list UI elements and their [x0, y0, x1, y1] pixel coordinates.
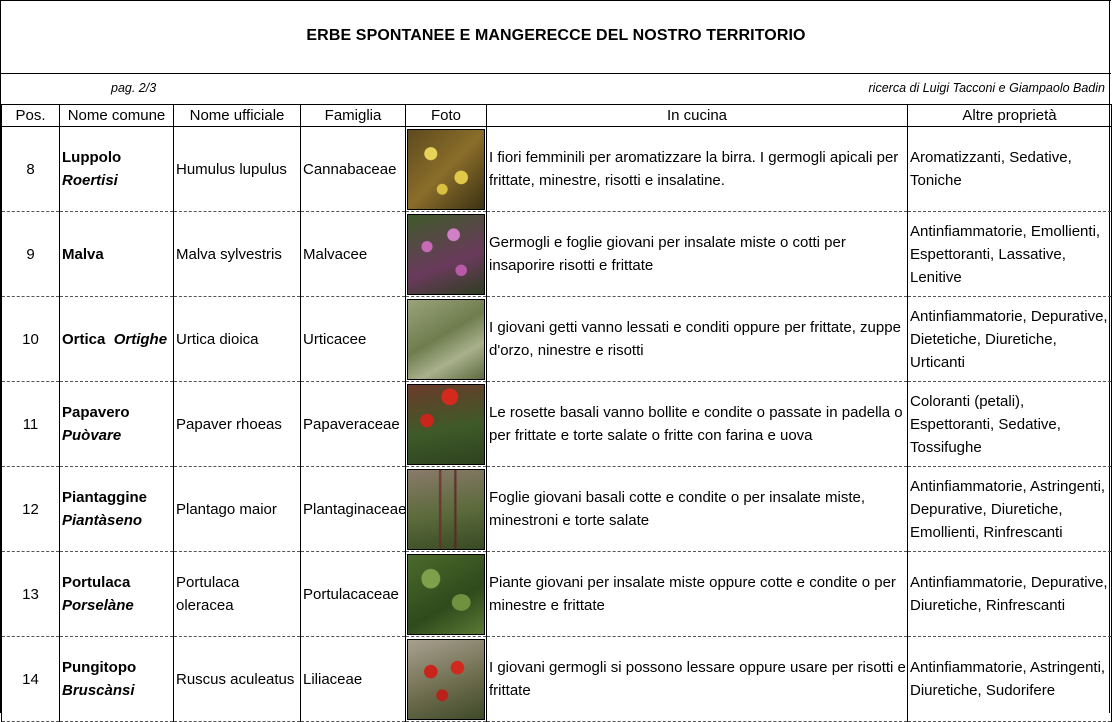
- header-cooking: In cucina: [487, 105, 908, 127]
- credit-line: ricerca di Luigi Tacconi e Giampaolo Badin: [868, 81, 1105, 95]
- row-photo: [406, 212, 487, 297]
- row-pos: 10: [2, 297, 60, 382]
- row-photo: [406, 637, 487, 722]
- row-photo: [406, 382, 487, 467]
- row-official-name: Portulaca oleracea: [174, 552, 301, 637]
- row-cooking: Foglie giovani basali cotte e condite o per insalate miste, minestroni e torte salate: [487, 467, 908, 552]
- row-common-name: [60, 127, 174, 212]
- table-header-row: [2, 105, 1112, 127]
- row-cooking: Germogli e foglie giovani per insalate miste o cotti per insaporire risotti e frittate: [487, 212, 908, 297]
- butchers-broom-photo: [407, 639, 485, 720]
- row-pos: 12: [2, 467, 60, 552]
- row-pos: 13: [2, 552, 60, 637]
- row-cooking: I fiori femminili per aromatizzare la birra. I germogli apicali per frittate, minestre, risotti e insalatine.: [487, 127, 908, 212]
- table-row: [2, 552, 1112, 637]
- row-official-name: Plantago maior: [174, 467, 301, 552]
- row-common-name: [60, 212, 174, 297]
- table-row: [2, 637, 1112, 722]
- dialect-name: Ortighe: [113, 330, 168, 348]
- row-family: Plantaginaceae: [301, 467, 406, 552]
- common-name: Pungitopo: [62, 659, 137, 676]
- row-family: Liliaceae: [301, 637, 406, 722]
- row-common-name: [60, 637, 174, 722]
- table-row: [2, 467, 1112, 552]
- hop-flowers-photo: [407, 129, 485, 210]
- row-official-name: Ruscus aculeatus: [174, 637, 301, 722]
- header-properties: Altre proprietà: [908, 105, 1112, 127]
- table-row: [2, 212, 1112, 297]
- row-pos: 9: [2, 212, 60, 297]
- row-properties: Antinfiammatorie, Depurative, Dietetiche, Diuretiche, Urticanti: [908, 297, 1112, 382]
- row-common-name: [60, 467, 174, 552]
- row-common-name: [60, 552, 174, 637]
- row-photo: [406, 297, 487, 382]
- poppy-photo: [407, 384, 485, 465]
- common-name: Portulaca: [62, 574, 131, 591]
- row-cooking: Le rosette basali vanno bollite e condite o passate in padella o per frittate e torte salate o fritte con farina e uova: [487, 382, 908, 467]
- plantain-photo: [407, 469, 485, 550]
- common-name: Malva: [62, 245, 104, 263]
- meta-row: [1, 74, 1111, 104]
- page-number: pag. 2/3: [111, 81, 157, 95]
- row-photo: [406, 467, 487, 552]
- table-row: [2, 382, 1112, 467]
- purslane-photo: [407, 554, 485, 635]
- common-name: Piantaggine: [62, 489, 148, 506]
- row-family: Papaveraceae: [301, 382, 406, 467]
- mallow-flowers-photo: [407, 214, 485, 295]
- row-properties: Antinfiammatorie, Emollienti, Espettoranti, Lassative, Lenitive: [908, 212, 1112, 297]
- herbs-table: [1, 104, 1112, 722]
- title-row: [1, 0, 1111, 74]
- nettle-photo: [407, 299, 485, 380]
- dialect-name: Roertisi: [62, 172, 118, 189]
- row-official-name: Humulus lupulus: [174, 127, 301, 212]
- header-family: Famiglia: [301, 105, 406, 127]
- row-photo: [406, 552, 487, 637]
- row-common-name: [60, 297, 174, 382]
- header-photo: Foto: [406, 105, 487, 127]
- row-official-name: Urtica dioica: [174, 297, 301, 382]
- row-common-name: [60, 382, 174, 467]
- document-title: ERBE SPONTANEE E MANGERECCE DEL NOSTRO TERRITORIO: [306, 27, 806, 44]
- common-name: Luppolo: [62, 149, 122, 166]
- row-pos: 8: [2, 127, 60, 212]
- row-family: Urticacee: [301, 297, 406, 382]
- row-pos: 14: [2, 637, 60, 722]
- row-family: Portulacaceae: [301, 552, 406, 637]
- dialect-name: Puòvare: [62, 427, 122, 444]
- row-properties: Antinfiammatorie, Astringenti, Diuretiche, Sudorifere: [908, 637, 1112, 722]
- dialect-name: Porselàne: [62, 597, 134, 614]
- header-common-name: Nome comune: [60, 105, 174, 127]
- row-properties: Antinfiammatorie, Depurative, Diuretiche, Rinfrescanti: [908, 552, 1112, 637]
- table-row: [2, 297, 1112, 382]
- dialect-name: Piantàseno: [62, 512, 143, 529]
- row-properties: Coloranti (petali), Espettoranti, Sedative, Tossifughe: [908, 382, 1112, 467]
- common-name: Ortica: [62, 330, 106, 348]
- row-official-name: Papaver rhoeas: [174, 382, 301, 467]
- table-row: [2, 127, 1112, 212]
- row-photo: [406, 127, 487, 212]
- row-cooking: Piante giovani per insalate miste oppure cotte e condite o per minestre e frittate: [487, 552, 908, 637]
- row-properties: Aromatizzanti, Sedative, Toniche: [908, 127, 1112, 212]
- row-official-name: Malva sylvestris: [174, 212, 301, 297]
- row-pos: 11: [2, 382, 60, 467]
- row-family: Cannabaceae: [301, 127, 406, 212]
- header-pos: Pos.: [2, 105, 60, 127]
- row-family: Malvacee: [301, 212, 406, 297]
- row-cooking: I giovani getti vanno lessati e conditi oppure per frittate, zuppe d'orzo, ninestre e risotti: [487, 297, 908, 382]
- header-official-name: Nome ufficiale: [174, 105, 301, 127]
- row-properties: Antinfiammatorie, Astringenti, Depurative, Diuretiche, Emollienti, Rinfrescanti: [908, 467, 1112, 552]
- row-cooking: I giovani germogli si possono lessare oppure usare per risotti e frittate: [487, 637, 908, 722]
- dialect-name: Bruscànsi: [62, 682, 135, 699]
- common-name: Papavero: [62, 404, 130, 421]
